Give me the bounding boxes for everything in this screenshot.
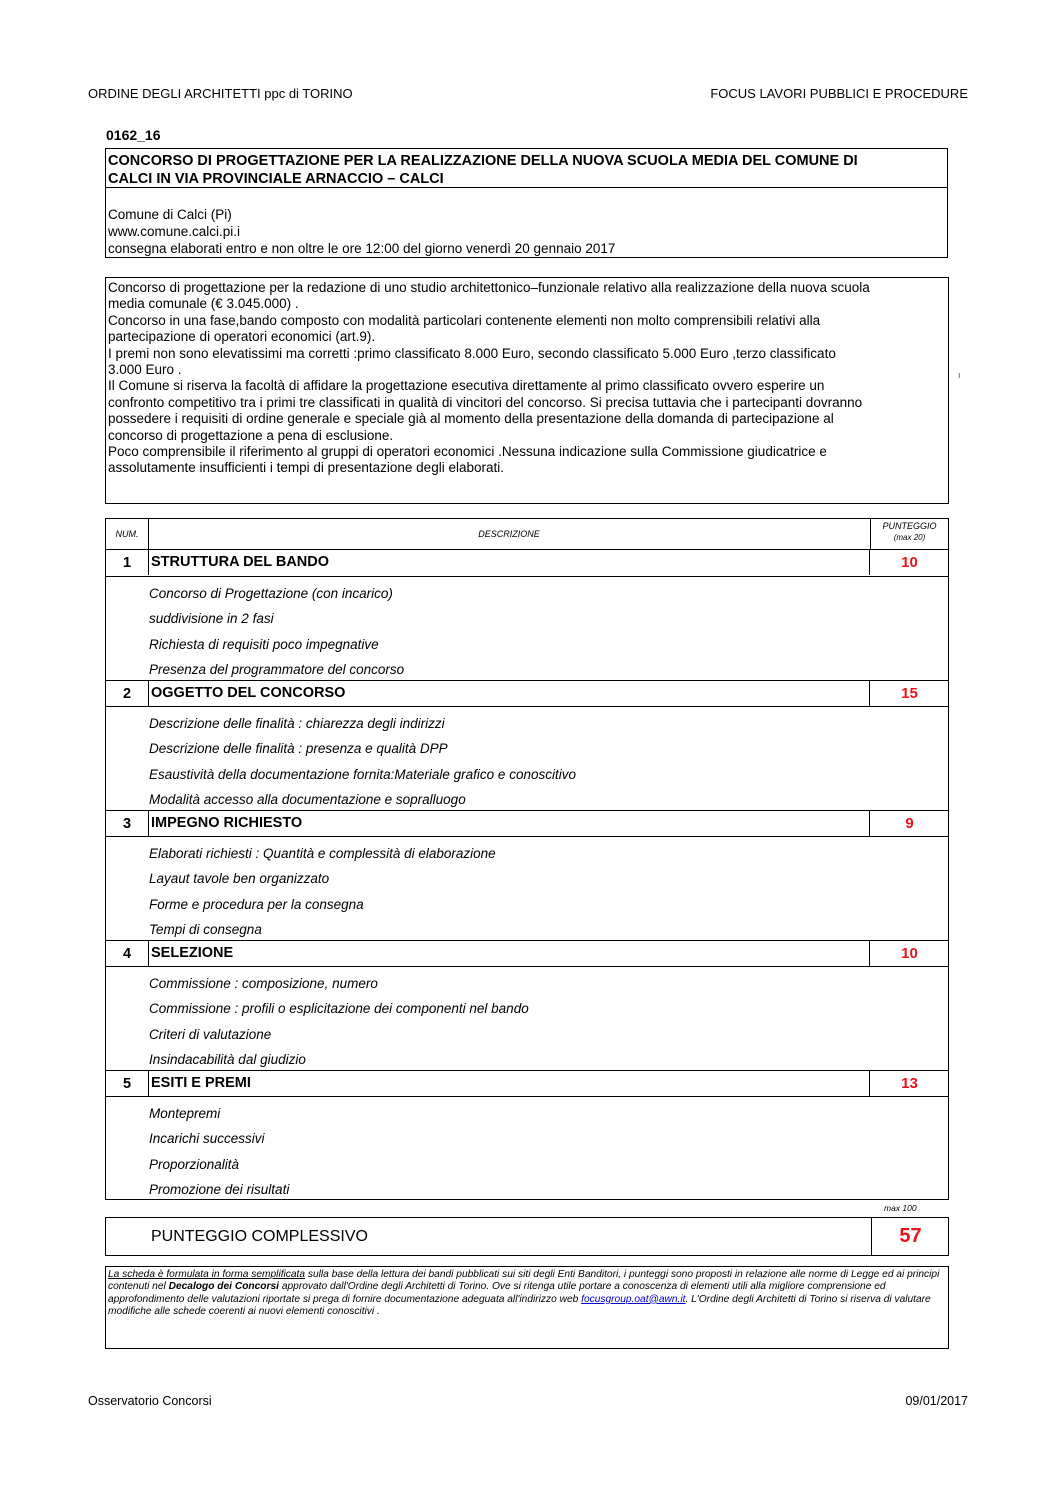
description-box bbox=[105, 277, 949, 504]
list-item: Elaborati richiesti : Quantità e complessità di elaborazione bbox=[149, 846, 496, 861]
email-link[interactable]: focusgroup.oat@awn.it bbox=[581, 1293, 686, 1305]
section-title: SELEZIONE bbox=[148, 941, 870, 966]
section-title: IMPEGNO RICHIESTO bbox=[148, 811, 870, 836]
note-lead: La scheda è formulata in forma semplificata bbox=[108, 1269, 306, 1280]
section-number: 5 bbox=[122, 1075, 132, 1092]
record-code: 0162_16 bbox=[106, 127, 161, 143]
total-score-label: PUNTEGGIO COMPLESSIVO bbox=[151, 1228, 368, 1245]
disclaimer-note bbox=[105, 1266, 949, 1349]
title-line-2: CALCI IN VIA PROVINCIALE ARNACCIO – CALCI bbox=[108, 171, 444, 187]
table-section bbox=[105, 940, 949, 1070]
section-items bbox=[106, 967, 948, 1072]
section-items bbox=[106, 577, 948, 682]
list-item: Descrizione delle finalità : chiarezza degli indirizzi bbox=[149, 716, 445, 731]
competition-info bbox=[106, 188, 947, 257]
list-item: Incarichi successivi bbox=[149, 1131, 265, 1147]
deadline-text: consegna elaborati entro e non oltre le ore 12:00 del giorno venerdì 20 gennaio 2017 bbox=[108, 241, 616, 256]
section-items bbox=[106, 707, 948, 812]
score-table bbox=[105, 518, 949, 1200]
description-line: Concorso di progettazione per la redazione di uno studio architettonico–funzionale relativo alla realizzazione della nuova scuola bbox=[108, 280, 870, 295]
section-score: 10 bbox=[901, 554, 918, 571]
description-line: Il Comune si riserva la facoltà di affidare la progettazione esecutiva direttamente al primo classificato ovvero esperire un bbox=[108, 378, 825, 394]
description-line: Poco comprensibile il riferimento al gruppi di operatori economici .Nessuna indicazione sulla Commissione giudicatrice e bbox=[108, 444, 827, 460]
description-line: confronto competitivo tra i primi tre classificati in qualità di vincitori del concorso. Si precisa tuttavia che i partecipanti dovranno bbox=[108, 394, 863, 410]
list-item: suddivisione in 2 fasi bbox=[149, 611, 274, 627]
header-section-title: FOCUS LAVORI PUBBLICI E PROCEDURE bbox=[710, 86, 968, 101]
total-score-value: 57 bbox=[871, 1217, 949, 1256]
list-item: Forme e procedura per la consegna bbox=[149, 896, 364, 912]
title-box bbox=[105, 148, 948, 258]
header-score bbox=[871, 521, 948, 543]
table-section bbox=[105, 810, 949, 940]
header-num: NUM. bbox=[106, 519, 149, 549]
list-item: Commissione : profili o esplicitazione dei componenti nel bando bbox=[149, 1001, 529, 1017]
header-description: DESCRIZIONE bbox=[148, 519, 871, 549]
section-number: 3 bbox=[122, 815, 132, 832]
section-score: 10 bbox=[901, 945, 918, 962]
description-line: possedere i requisiti di ordine generale e speciale già al momento della presentazione della domanda di partecipazione al bbox=[108, 411, 834, 427]
entity-website: www.comune.calci.pi.i bbox=[108, 224, 241, 239]
footer-observatory: Osservatorio Concorsi bbox=[88, 1394, 212, 1408]
section-title: ESITI E PREMI bbox=[148, 1071, 870, 1096]
section-score: 15 bbox=[901, 685, 918, 702]
header-score-max: (max 20) bbox=[893, 533, 926, 542]
section-title: OGGETTO DEL CONCORSO bbox=[148, 681, 870, 706]
page-edge-mark: ı bbox=[958, 370, 961, 380]
section-row bbox=[106, 810, 948, 837]
description-line: assolutamente insufficienti i tempi di presentazione degli elaborati. bbox=[108, 460, 504, 476]
max-total-label: max 100 bbox=[884, 1203, 917, 1213]
section-number: 4 bbox=[122, 945, 132, 962]
section-score: 13 bbox=[901, 1075, 918, 1092]
description-line: partecipazione di operatori economici (art.9). bbox=[108, 329, 376, 345]
title-line-1: CONCORSO DI PROGETTAZIONE PER LA REALIZZAZIONE DELLA NUOVA SCUOLA MEDIA DEL COMUNE DI bbox=[108, 153, 858, 169]
note-decalogo: Decalogo dei Concorsi bbox=[168, 1281, 279, 1293]
list-item: Tempi di consegna bbox=[149, 921, 262, 937]
note-text: approvato dall'Ordine degli Architetti di Torino. Ove si ritenga utile portare a conoscenza di elementi utili alla migliore comprensione ed approfondimento delle valutazioni riportate si prega di fornire documentazione adeguata all'indirizzo web bbox=[108, 1281, 886, 1305]
list-item: Montepremi bbox=[149, 1106, 221, 1121]
list-item: Commissione : composizione, numero bbox=[149, 976, 378, 991]
note-text: sulla base della lettura dei bandi pubblicati sui siti degli Enti Banditori, i punteggi sono proposti in relazione alle norme di Legge ed ai principi contenuti nel bbox=[108, 1269, 940, 1293]
section-score: 9 bbox=[905, 815, 914, 832]
table-header bbox=[105, 518, 949, 550]
section-items bbox=[106, 1097, 948, 1202]
table-section bbox=[105, 550, 949, 680]
list-item: Modalità accesso alla documentazione e sopralluogo bbox=[149, 791, 466, 807]
list-item: Presenza del programmatore del concorso bbox=[149, 661, 405, 677]
list-item: Esaustività della documentazione fornita:Materiale grafico e conoscitivo bbox=[149, 766, 576, 782]
list-item: Richiesta di requisiti poco impegnative bbox=[149, 636, 379, 652]
total-score-box bbox=[105, 1217, 949, 1256]
footer-date: 09/01/2017 bbox=[905, 1394, 968, 1408]
description-line: concorso di progettazione a pena di esclusione. bbox=[108, 427, 394, 443]
table-section bbox=[105, 1070, 949, 1200]
note-text: . L'Ordine degli Architetti di Torino si riserva di valutare modifiche alle schede coerenti ai nuovi elementi conoscitivi . bbox=[108, 1293, 931, 1317]
description-line: I premi non sono elevatissimi ma corretti :primo classificato 8.000 Euro, secondo classificato 5.000 Euro ,terzo classificato bbox=[108, 345, 836, 361]
section-row bbox=[106, 550, 948, 577]
list-item: Criteri di valutazione bbox=[149, 1026, 272, 1042]
list-item: Descrizione delle finalità : presenza e qualità DPP bbox=[149, 741, 448, 757]
section-number: 1 bbox=[122, 554, 132, 571]
section-title: STRUTTURA DEL BANDO bbox=[148, 550, 870, 575]
section-items bbox=[106, 837, 948, 942]
section-number: 2 bbox=[122, 685, 132, 702]
list-item: Layaut tavole ben organizzato bbox=[149, 871, 330, 887]
header-organization: ORDINE DEGLI ARCHITETTI ppc di TORINO bbox=[88, 86, 353, 101]
table-section bbox=[105, 680, 949, 810]
list-item: Concorso di Progettazione (con incarico) bbox=[149, 586, 393, 601]
section-row bbox=[106, 940, 948, 967]
list-item: Promozione dei risultati bbox=[149, 1181, 290, 1197]
competition-title bbox=[106, 149, 947, 188]
list-item: Proporzionalità bbox=[149, 1156, 240, 1172]
description-line: media comunale (€ 3.045.000) . bbox=[108, 296, 299, 312]
section-row bbox=[106, 1070, 948, 1097]
section-row bbox=[106, 680, 948, 707]
description-line: Concorso in una fase,bando composto con modalità particolari contenente elementi non molto comprensibili relativi alla bbox=[108, 312, 821, 328]
entity-name: Comune di Calci (Pi) bbox=[108, 207, 232, 222]
description-line: 3.000 Euro . bbox=[108, 362, 182, 378]
header-score-label: PUNTEGGIO bbox=[882, 521, 937, 531]
list-item: Insindacabilità dal giudizio bbox=[149, 1051, 306, 1067]
